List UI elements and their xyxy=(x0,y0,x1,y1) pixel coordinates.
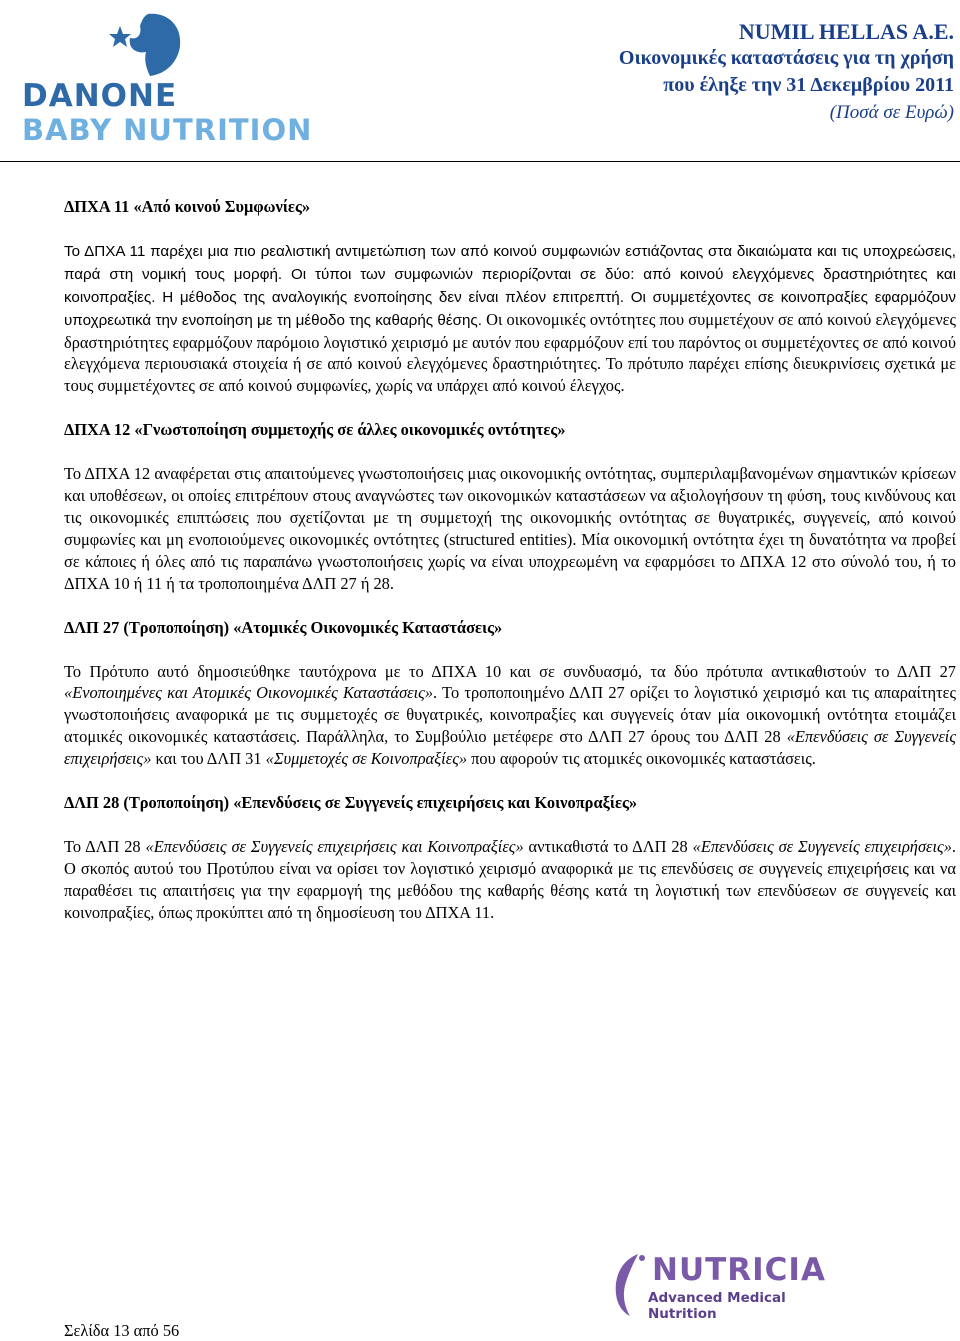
nutricia-wordmark: NUTRICIA xyxy=(652,1252,826,1288)
baby-nutrition-wordmark: BABY NUTRITION xyxy=(22,113,313,147)
section-paragraph-ias27: Το Πρότυπο αυτό δημοσιεύθηκε ταυτόχρονα με το ΔΠΧΑ 10 και σε συνδυασμό, τα δύο πρότυπα αντικαθιστούν το ΔΛΠ 27 «Ενοποιημένες και Ατομικές Οικονομικές Καταστάσεις». Το τροποποιημένο ΔΛΠ 27 ορίζει το λογιστικό χειρισμό και τις απαραίτητες γνωστοποιήσεις αναφορικά με τις συμμετοχές σε θυγατρικές, κοινοπραξίες και συγγενείς όταν μία οικονομική οντότητα ετοιμάζει ατομικές οικονομικές καταστάσεις. Παράλληλα, το Συμβούλιο μετέφερε στο ΔΛΠ 27 όρους του ΔΛΠ 28 «Επενδύσεις σε Συγγενείς επιχειρήσεις» και του ΔΛΠ 31 «Συμμετοχές σε Κοινοπραξίες» που αφορούν τις ατομικές οικονομικές καταστάσεις. xyxy=(64,661,957,769)
document-header xyxy=(619,18,954,126)
section-heading-ifrs12: ΔΠΧΑ 12 «Γνωστοποίηση συμμετοχής σε άλλες οικονομικές οντότητες» xyxy=(64,420,566,440)
company-name: NUMIL HELLAS A.E. xyxy=(738,19,954,44)
section-paragraph-ifrs11: Το ΔΠΧΑ 11 παρέχει μια πιο ρεαλιστική αντιμετώπιση των από κοινού συμφωνιών εστιάζοντας στα δικαιώματα και τις υποχρεώσεις, παρά στη νομική τους μορφή. Οι τύποι των συμφωνιών περιορίζονται σε δύο: από κοινού ελεγχόμενες δραστηριότητες και κοινοπραξίες. Η μέθοδος της αναλογικής ενοποίησης δεν είναι πλέον επιτρεπτή. Οι συμμετέχοντες σε κοινοπραξίες εφαρμόζουν υποχρεωτικά την ενοποίηση με τη μέθοδο της καθαρής θέσης. Οι οικονομικές οντότητες που συμμετέχουν σε από κοινού ελεγχόμενες δραστηριότητες εφαρμόζουν παρόμοιο λογιστικό χειρισμό με αυτόν που εφαρμόζουν επί του παρόντος οι συμμετέχοντες σε από κοινού ελεγχόμενα περιουσιακά στοιχεία ή σε από κοινού ελεγχόμενες δραστηριότητες. Το πρότυπο παρέχει επίσης διευκρινίσεις σχετικά με τους συμμετέχοντες σε από κοινού συμφωνίες, χωρίς να υπάρχει από κοινού έλεγχος. xyxy=(64,242,956,396)
nutricia-logo xyxy=(608,1250,838,1320)
section-paragraph-ifrs12: Το ΔΠΧΑ 12 αναφέρεται στις απαιτούμενες γνωστοποιήσεις μιας οικονομικής οντότητας, συμπεριλαμβανομένων σημαντικών κρίσεων και υποθέσεων, οι οποίες επιτρέπουν στους αναγνώστες των οικονομικών καταστάσεων να αξιολογήσουν τη φύση, τους κινδύνους και τις οικονομικές επιπτώσεις που σχετίζονται με τη συμμετοχή της οικονομικής οντότητας σε θυγατρικές, συγγενείς, από κοινού συμφωνίες και μη ενοποιούμενες οικονομικές οντότητες (structured entities). Μία οικονομική οντότητα έχει τη δυνατότητα να προβεί σε κάποιες ή όλες από τις παραπάνω γνωστοποιήσεις χωρίς να είναι υποχρεωμένη να εφαρμόσει το ΔΠΧΑ 12 στο σύνολό του, ή το ΔΠΧΑ 10 ή 11 ή τα τροποποιημένα ΔΛΠ 27 ή 28. xyxy=(64,464,956,593)
section-heading-ias27: ΔΛΠ 27 (Τροποποίηση) «Ατομικές Οικονομικές Καταστάσεις» xyxy=(64,617,503,637)
header-divider xyxy=(0,161,960,162)
statement-period: που έληξε την 31 Δεκεμβρίου 2011 xyxy=(663,74,954,96)
section-paragraph-ias28: Το ΔΛΠ 28 «Επενδύσεις σε Συγγενείς επιχειρήσεις και Κοινοπραξίες» αντικαθιστά το ΔΛΠ 28 «Επενδύσεις σε Συγγενείς επιχειρήσεις». Ο σκοπός αυτού του Προτύπου είναι να ορίσει τον λογιστικό χειρισμό αναφορικά με τις επενδύσεις σε συγγενείς επιχειρήσεις και να παραθέσει τις απαιτήσεις για την εφαρμογή της μεθόδου της καθαρής θέσης κατά τη λογιστική των επενδύσεων σε συγγενείς και κοινοπραξίες, όπως προκύπτει από τη δημοσίευση του ΔΠΧΑ 11. xyxy=(64,836,956,922)
document-body xyxy=(64,196,956,924)
section-heading-ias28: ΔΛΠ 28 (Τροποποίηση) «Επενδύσεις σε Συγγενείς επιχειρήσεις και Κοινοπραξίες» xyxy=(64,793,638,813)
nutricia-tagline: Advanced Medical Nutrition xyxy=(648,1290,786,1322)
danone-wordmark: DANONE xyxy=(22,78,178,114)
currency-note: (Ποσά σε Ευρώ) xyxy=(829,102,954,123)
page-number: Σελίδα 13 από 56 xyxy=(64,1321,180,1340)
danone-child-star-icon xyxy=(98,8,188,80)
section-heading-ifrs11: ΔΠΧΑ 11 «Από κοινού Συμφωνίες» xyxy=(64,197,311,216)
danone-baby-nutrition-logo xyxy=(18,8,318,148)
statement-title: Οικονομικές καταστάσεις για τη χρήση xyxy=(618,47,954,69)
